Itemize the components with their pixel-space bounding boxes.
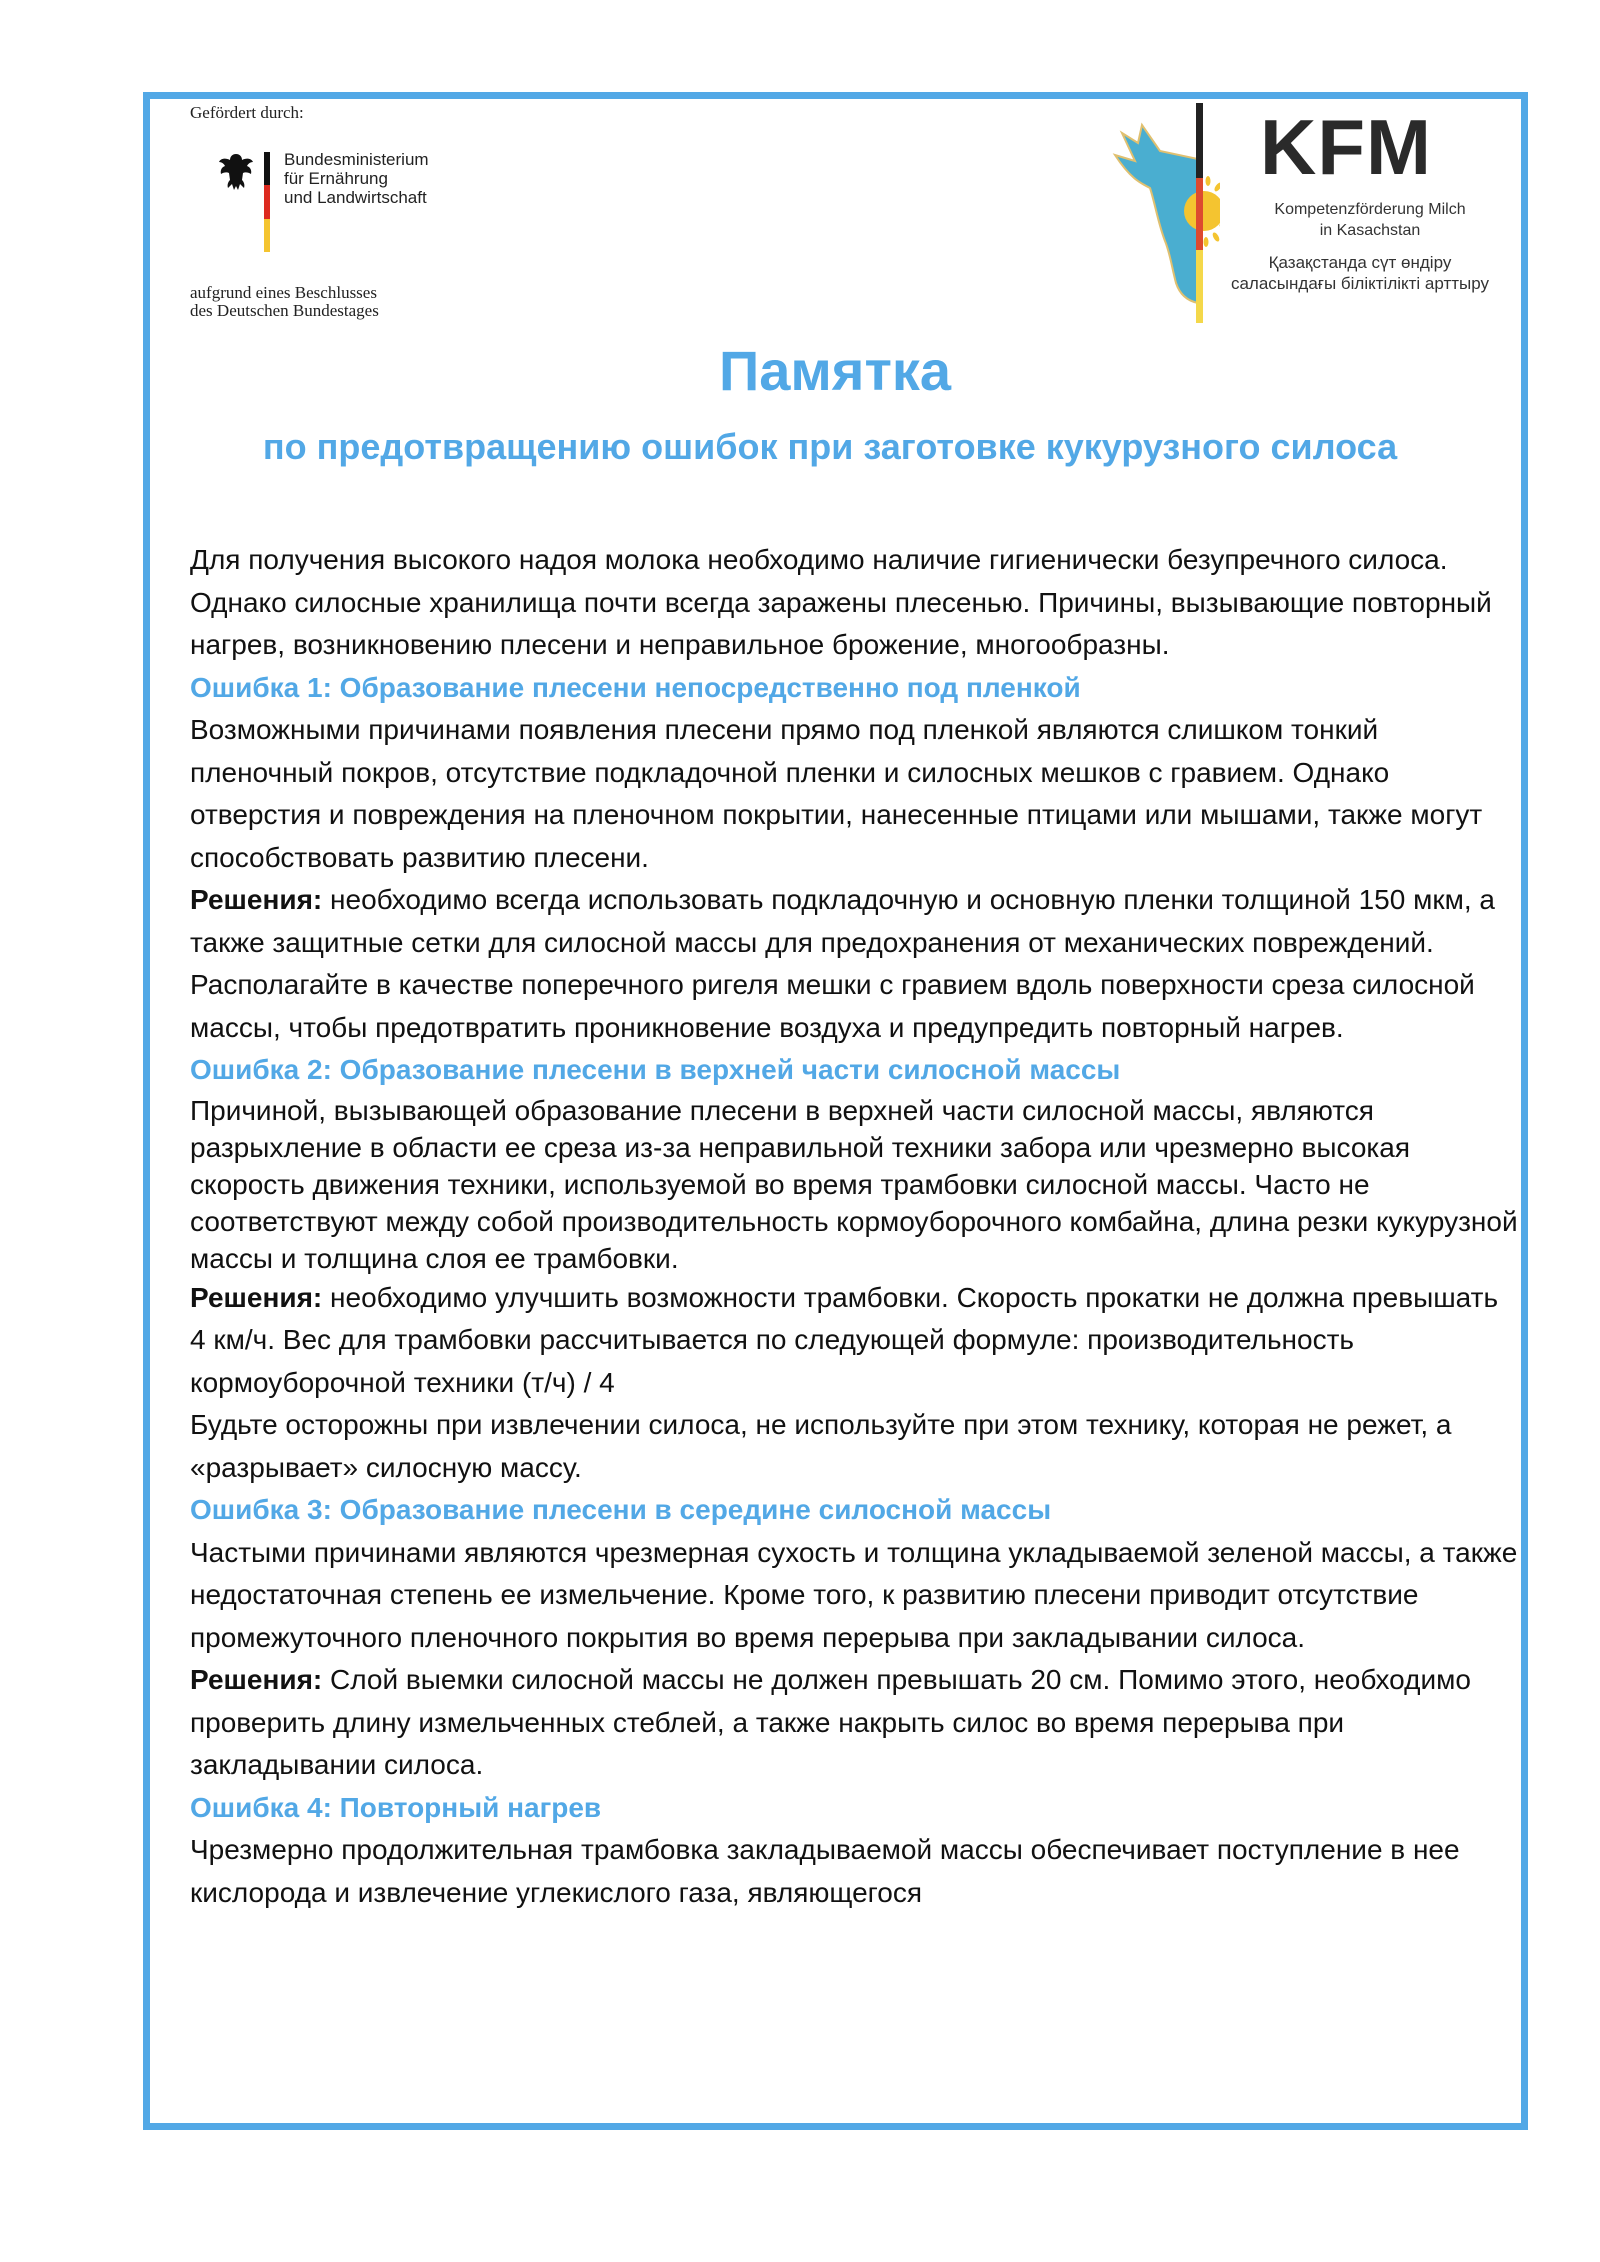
kfm-subtitle-line: Kompetenzförderung Milch [1274, 201, 1466, 218]
ministry-name [284, 150, 429, 207]
section-heading: Ошибка 1: Образование плесени непосредственно под пленкой [190, 671, 1081, 703]
section-extra: Будьте осторожны при извлечении силоса, не используйте при этом технику, которая не режет, а «разрывает» силосную массу. [190, 1409, 1452, 1483]
kfm-subtitle [1240, 199, 1500, 241]
section-heading: Ошибка 4: Повторный нагрев [190, 1791, 602, 1823]
intro-paragraph: Для получения высокого надоя молока необходимо наличие гигиенически безупречного силоса. Однако силосные хранилища почти всегда заражены плесенью. Причины, вызывающие повторный нагрев, возникновению плесени и неправильное брожение, многообразны. [190, 544, 1492, 660]
solution-label: Решения: [190, 884, 323, 915]
kfm-kazakh-line: Қазақстанда сүт өндіру [1268, 253, 1452, 272]
section-solution [190, 1659, 1520, 1787]
solution-text: необходимо улучшить возможности трамбовки. Скорость прокатки не должна превышать 4 км/ч. Вес для трамбовки рассчитывается по следующей формуле: производительность кормоуборочной техники (т/ч) / 4 [190, 1281, 1499, 1398]
solution-text: Слой выемки силосной массы не должен превышать 20 см. Помимо этого, необходимо проверить длину измельченных стеблей, а также накрыть силос во время перерыва при закладывании силоса. [190, 1664, 1471, 1780]
section-text: Причиной, вызывающей образование плесени в верхней части силосной массы, являются разрыхление в области ее среза из-за неправильной техники забора или чрезмерно высокая скорость движения техники, используемой во время трамбовки силосной массы. Часто не соответствуют между собой производительность кормоуборочного комбайна, длина резки кукурузной массы и толщина слоя ее трамбовки. [190, 1094, 1518, 1274]
section-solution [190, 1277, 1520, 1405]
bundestag-note [190, 284, 379, 320]
document-title: Памятка [718, 339, 952, 402]
section-text: Частыми причинами являются чрезмерная сухость и толщина укладываемой зеленой массы, а также недостаточная степень ее измельчение. Кроме того, к развитию плесени приводит отсутствие промежуточного пленочного покрытия во время перерыва при закладывании силоса. [190, 1536, 1518, 1653]
ministry-line: Bundesministerium [284, 150, 429, 169]
kfm-subtitle-line: in Kasachstan [1319, 222, 1421, 239]
ministry-line: für Ernährung [284, 169, 388, 188]
section-solution [190, 879, 1520, 1049]
funded-by-label: Gefördert durch: [190, 103, 304, 122]
kfm-title: KFM [1260, 103, 1432, 191]
kfm-cow-logo-icon [1110, 103, 1220, 323]
federal-eagle-icon [218, 152, 254, 192]
section-heading: Ошибка 3: Образование плесени в середине силосной массы [190, 1494, 1052, 1525]
bundestag-line: aufgrund eines Beschlusses [190, 283, 377, 302]
kfm-kazakh-line: саласындағы біліктілікті арттыру [1230, 274, 1490, 293]
solution-label: Решения: [190, 1664, 323, 1695]
document-body [190, 539, 1520, 1914]
german-flag-bar [264, 152, 270, 252]
ministry-line: und Landwirtschaft [284, 188, 427, 207]
document-subtitle: по предотвращению ошибок при заготовке кукурузного силоса [262, 426, 1398, 467]
section-text: Возможными причинами появления плесени прямо под пленкой являются слишком тонкий пленочный покров, отсутствие подкладочной пленки и силосных мешков с гравием. Однако отверстия и повреждения на пленочном покрытии, нанесенные птицами или мышами, также могут способствовать развитию плесени. [190, 714, 1483, 873]
kfm-kazakh-subtitle [1210, 252, 1510, 294]
bundestag-line: des Deutschen Bundestages [190, 301, 379, 320]
section-heading: Ошибка 2: Образование плесени в верхней части силосной массы [190, 1054, 1121, 1085]
section-text: Чрезмерно продолжительная трамбовка закладываемой массы обеспечивает поступление в нее кислорода и извлечение углекислого газа, являющегося [190, 1834, 1460, 1908]
solution-label: Решения: [190, 1281, 323, 1313]
solution-text: необходимо всегда использовать подкладочную и основную пленки толщиной 150 мкм, а также защитные сетки для силосной массы для предохранения от механических повреждений. Располагайте в качестве поперечного ригеля мешки с гравием вдоль поверхности среза силосной массы, чтобы предотвратить проникновение воздуха и предупредить повторный нагрев. [190, 884, 1495, 1043]
